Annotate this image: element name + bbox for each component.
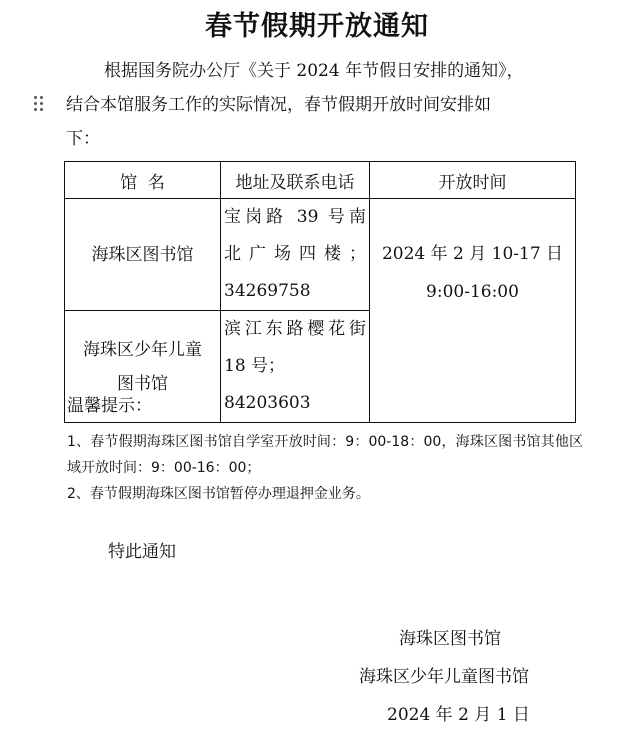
- hours-time: 9:00-16:00: [426, 282, 519, 302]
- tip-item: 2、春节假期海珠区图书馆暂停办理退押金业务。: [67, 486, 370, 502]
- table-row: [65, 199, 576, 311]
- intro-line: 下：: [66, 129, 100, 149]
- address-line: 18 号；84203603: [224, 356, 311, 413]
- tips-list: [67, 429, 583, 507]
- closing-text: 特此通知: [108, 542, 176, 562]
- intro-line: 根据国务院办公厅《关于 2024 年节假日安排的通知》，: [104, 61, 524, 81]
- library-name-cell: [65, 199, 221, 311]
- schedule-table: [64, 161, 576, 423]
- header-library-name: 馆 名: [65, 162, 221, 199]
- intro-paragraph: [66, 54, 586, 156]
- library-name: 图书馆: [117, 373, 168, 394]
- hours-cell: [370, 199, 576, 423]
- table-header-row: [65, 162, 576, 199]
- tips-heading: 温馨提示：: [67, 396, 152, 416]
- tip-item: 1、春节假期海珠区图书馆自学室开放时间：9：00-18：00，海珠区图书馆其他区域开放时间：9：00-16：00；: [67, 434, 583, 476]
- signature-org-2: 海珠区少年儿童图书馆: [359, 667, 529, 687]
- library-name: 海珠区图书馆: [91, 244, 194, 265]
- header-address: 地址及联系电话: [221, 162, 370, 199]
- drag-handle-icon[interactable]: [34, 96, 48, 114]
- intro-line: 结合本馆服务工作的实际情况，春节假期开放时间安排如: [66, 95, 491, 115]
- address-cell: [221, 311, 370, 423]
- address-cell: [221, 199, 370, 311]
- signature-org-1: 海珠区图书馆: [399, 629, 501, 649]
- address-line: 北广场四楼；: [224, 244, 366, 264]
- address-line: 宝岗路 39 号南: [224, 207, 366, 227]
- address-line: 滨江东路樱花街: [224, 319, 366, 339]
- library-name: 海珠区少年儿童: [83, 339, 202, 360]
- hours-date: 2024 年 2 月 10-17 日: [381, 244, 564, 264]
- address-line: 34269758: [224, 281, 311, 301]
- signature-date: 2024 年 2 月 1 日: [387, 705, 530, 725]
- header-hours: 开放时间: [370, 162, 576, 199]
- page-title: 春节假期开放通知: [205, 11, 429, 42]
